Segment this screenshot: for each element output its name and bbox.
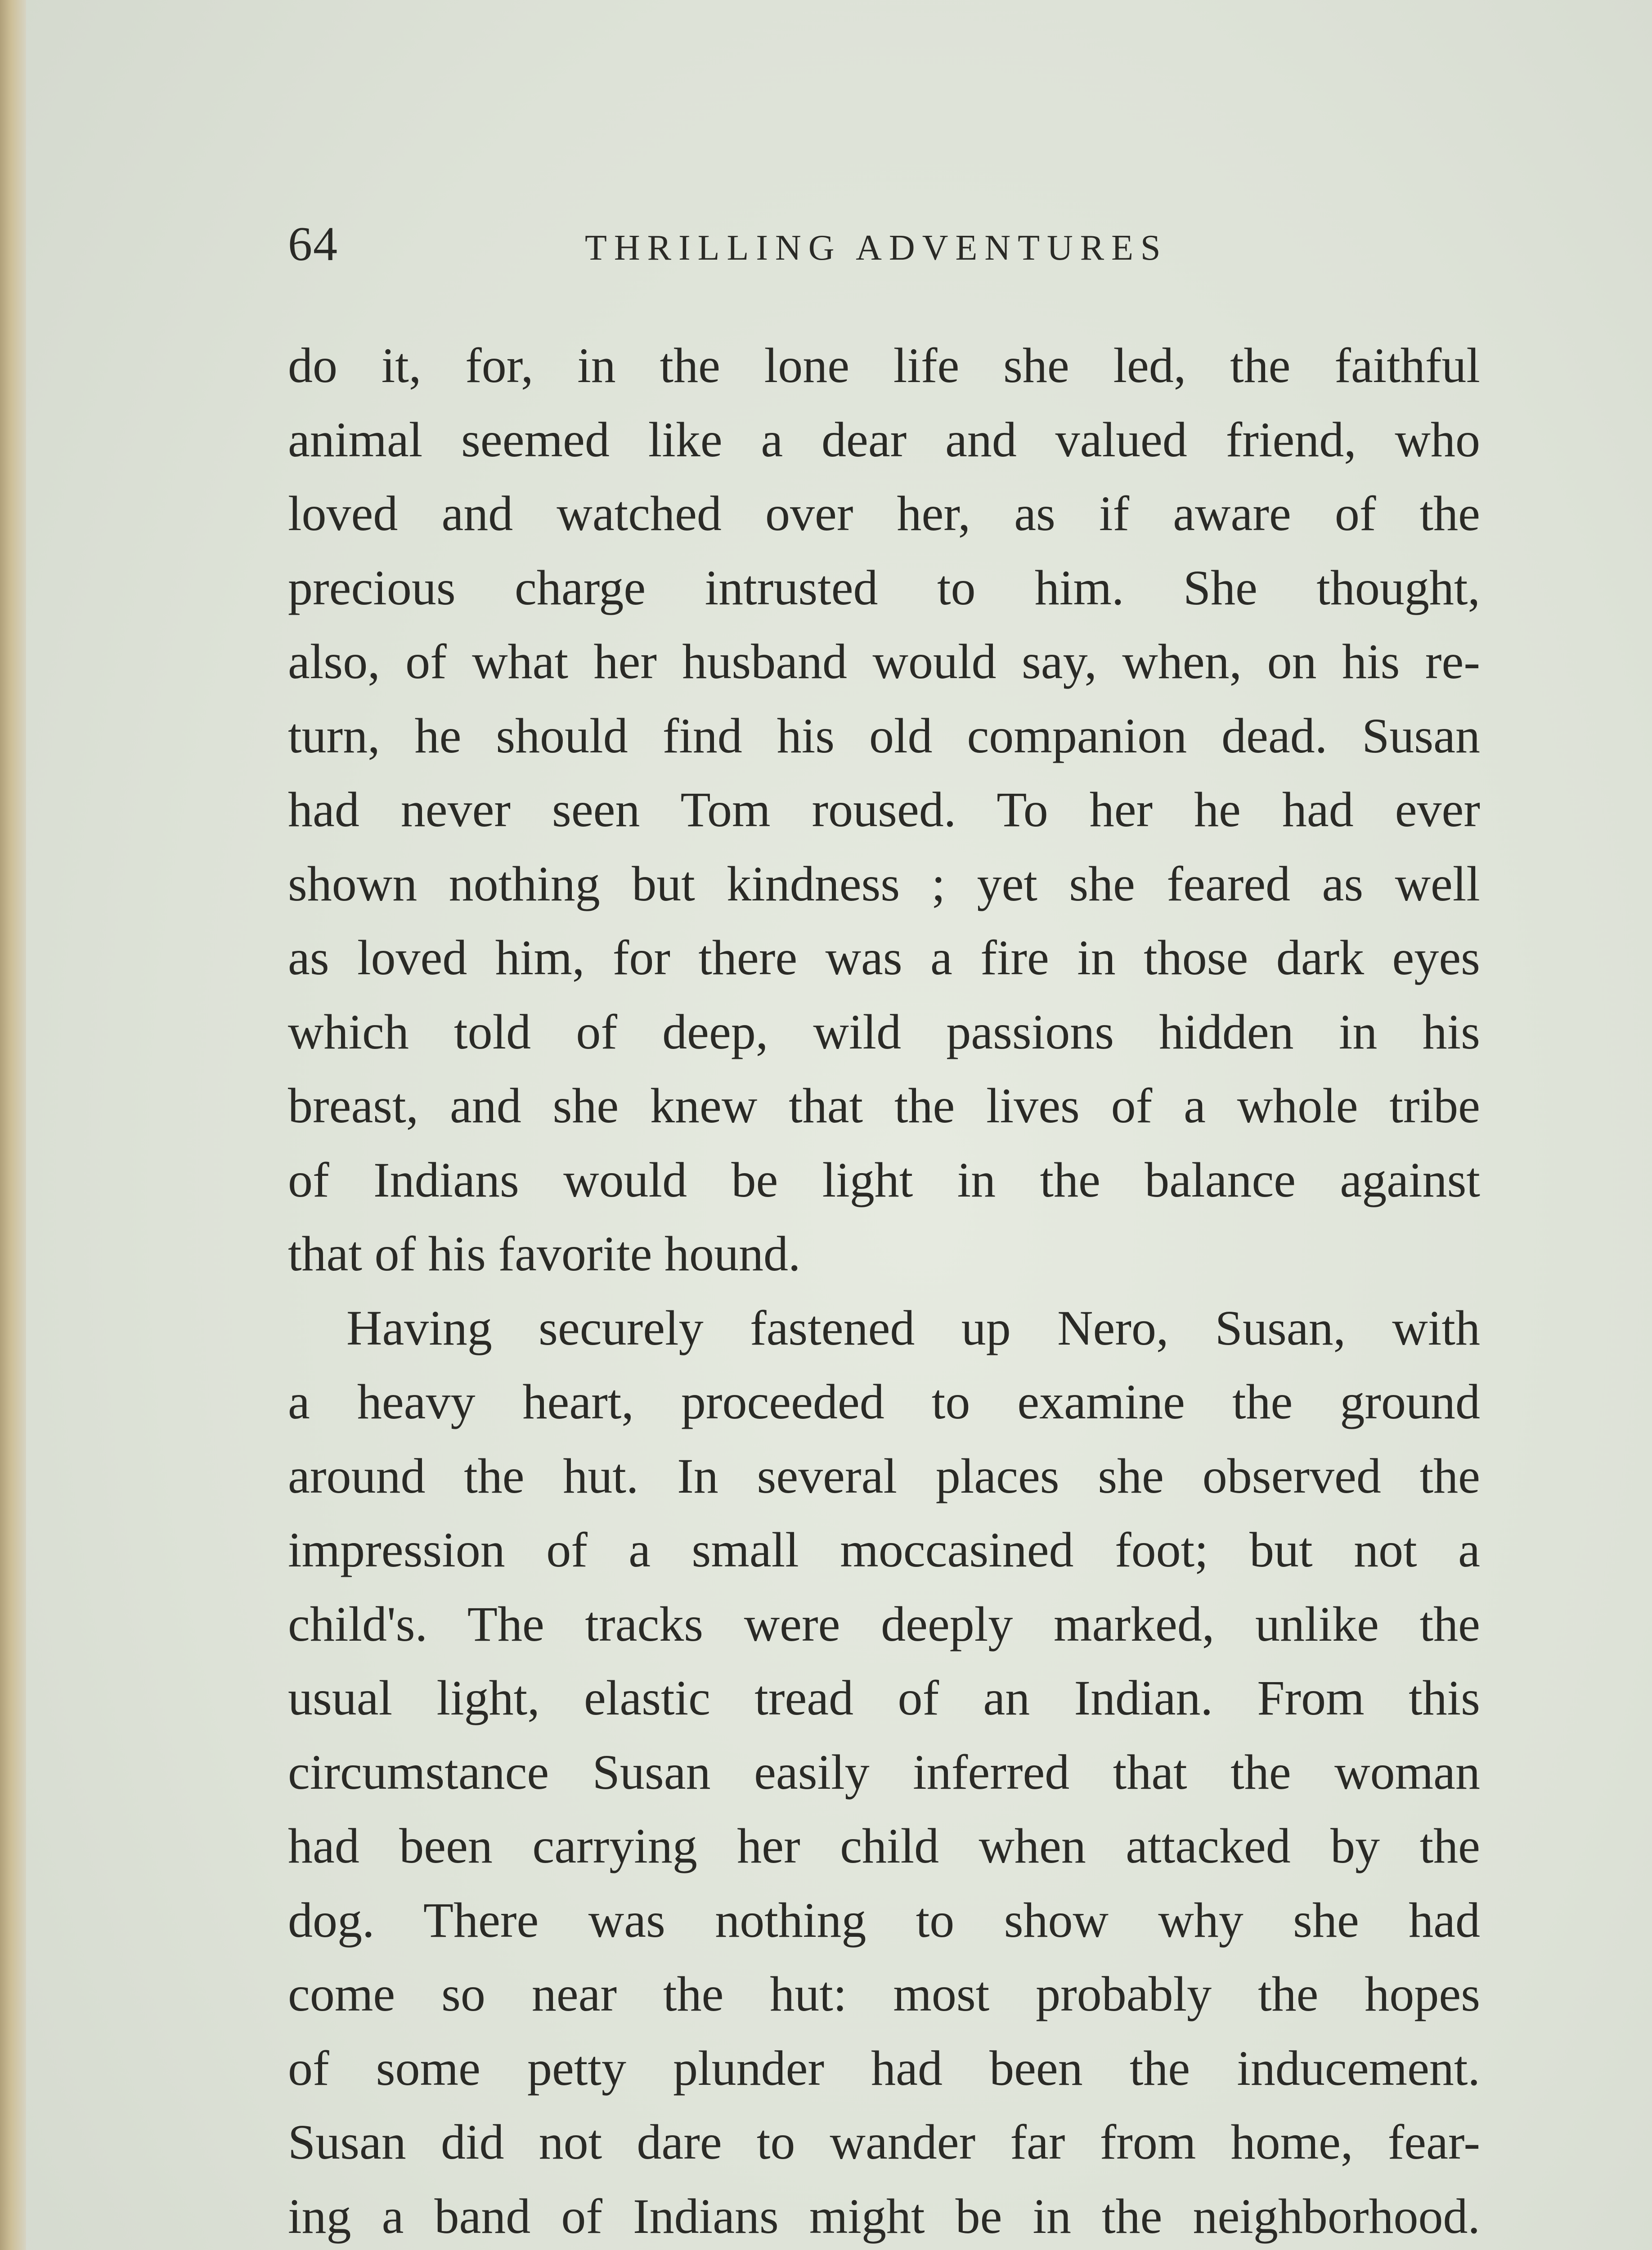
- text-line: usual light, elastic tread of an Indian. From this: [288, 1670, 1480, 1725]
- page-number: 64: [288, 217, 338, 271]
- text-line: precious charge intrusted to him. She thought,: [288, 560, 1480, 615]
- text-line: turn, he should find his old companion dead. Susan: [288, 708, 1480, 763]
- text-line: ing a band of Indians might be in the neighborhood.: [288, 2188, 1480, 2244]
- text-line: Susan did not dare to wander far from home, fear-: [288, 2115, 1480, 2169]
- text-line: of some petty plunder had been the inducement.: [288, 2040, 1480, 2096]
- text-line: that of his favorite hound.: [288, 1226, 801, 1281]
- text-line: also, of what her husband would say, when, on his re-: [288, 634, 1480, 689]
- text-line: of Indians would be light in the balance against: [288, 1152, 1480, 1207]
- text-line: had been carrying her child when attacked by the: [288, 1818, 1480, 1873]
- paragraph-first-line: Having securely fastened up Nero, Susan, with: [346, 1300, 1480, 1355]
- text-line: had never seen Tom roused. To her he had ever: [288, 782, 1480, 837]
- text-line: impression of a small moccasined foot; but not a: [288, 1522, 1480, 1577]
- running-head: [288, 211, 1480, 278]
- running-head-title: THRILLING ADVENTURES: [585, 228, 1168, 268]
- text-line: come so near the hut: most probably the hopes: [288, 1966, 1480, 2021]
- text-line: which told of deep, wild passions hidden in his: [288, 1004, 1480, 1059]
- text-line: as loved him, for there was a fire in those dark eyes: [288, 930, 1480, 985]
- text-line: around the hut. In several places she observed the: [288, 1448, 1480, 1503]
- text-line: dog. There was nothing to show why she had: [288, 1892, 1480, 1948]
- body-text: [288, 328, 1480, 2250]
- text-line: a heavy heart, proceeded to examine the ground: [288, 1374, 1480, 1429]
- text-line: circumstance Susan easily inferred that the woman: [288, 1744, 1480, 1800]
- text-line: child's. The tracks were deeply marked, unlike the: [288, 1596, 1480, 1652]
- text-line: animal seemed like a dear and valued friend, who: [288, 412, 1480, 467]
- text-line: loved and watched over her, as if aware of the: [288, 486, 1480, 541]
- book-page-edge: [0, 0, 26, 2250]
- text-line: breast, and she knew that the lives of a whole tribe: [288, 1078, 1480, 1133]
- text-line: do it, for, in the lone life she led, the faithful: [288, 338, 1480, 393]
- text-line: shown nothing but kindness ; yet she feared as well: [288, 856, 1480, 911]
